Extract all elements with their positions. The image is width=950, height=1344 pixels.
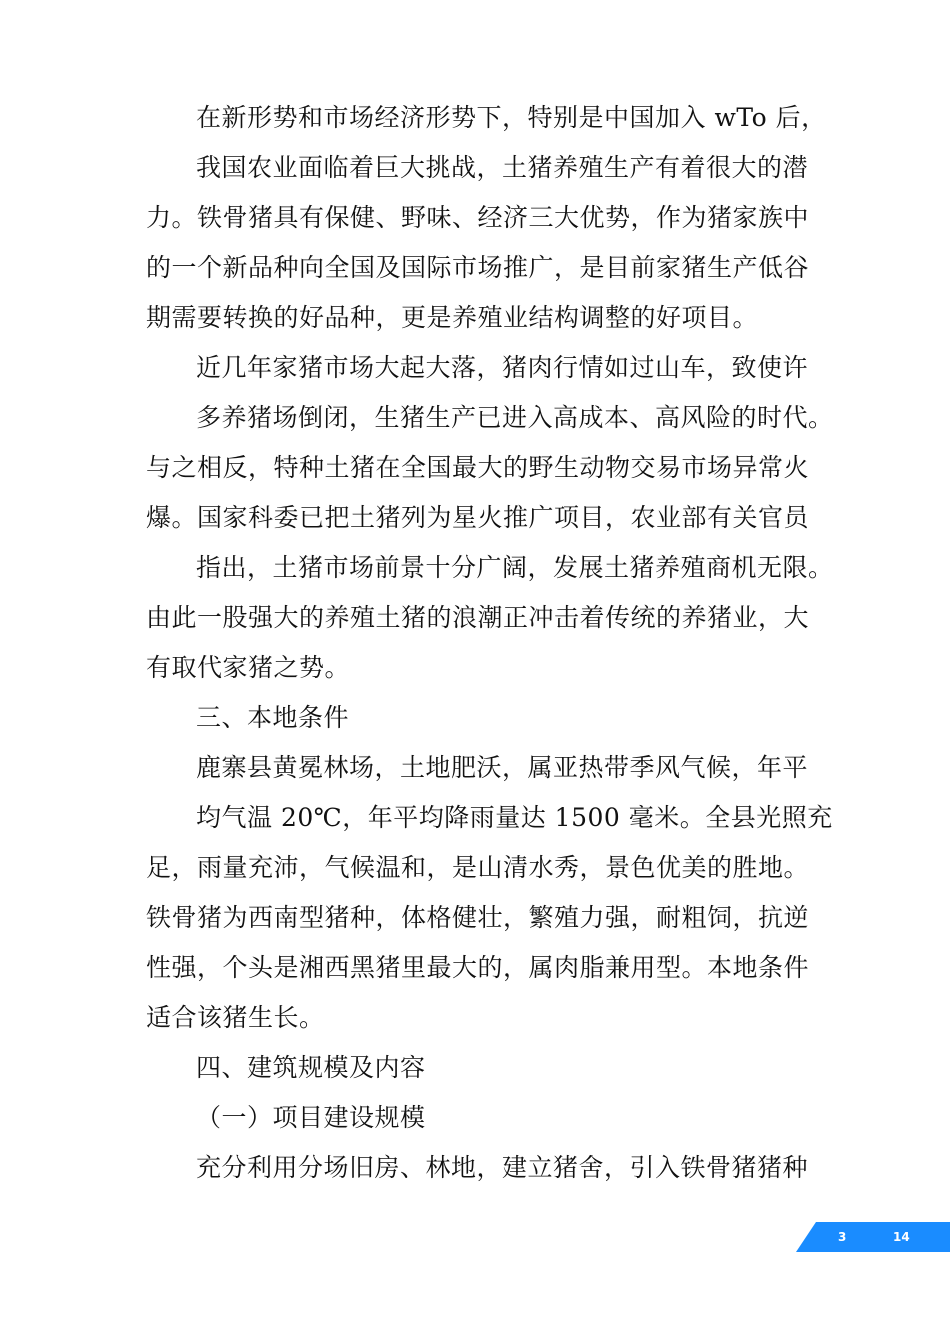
paragraph-line: 铁骨猪为西南型猪种，体格健壮，繁殖力强，耐粗饲，抗逆 xyxy=(146,903,810,932)
paragraph-line: 鹿寨县黄冕林场，土地肥沃，属亚热带季风气候，年平 xyxy=(196,753,809,782)
paragraph-line: 有取代家猪之势。 xyxy=(146,653,351,682)
paragraph-line: 性强，个头是湘西黑猪里最大的，属肉脂兼用型。本地条件 xyxy=(146,953,810,982)
section-heading: 三、本地条件 xyxy=(196,703,350,732)
current-page-number: 3 xyxy=(838,1230,847,1244)
paragraph-line: 期需要转换的好品种，更是养殖业结构调整的好项目。 xyxy=(146,303,759,332)
paragraph-line: 近几年家猪市场大起大落，猪肉行情如过山车，致使许 xyxy=(196,353,809,382)
paragraph-line: 足，雨量充沛，气候温和，是山清水秀，景色优美的胜地。 xyxy=(146,853,810,882)
paragraph-line: 在新形势和市场经济形势下，特别是中国加入 wTo 后， xyxy=(196,103,827,132)
paragraph-line: 力。铁骨猪具有保健、野味、经济三大优势，作为猪家族中 xyxy=(146,203,810,232)
page-footer-bar xyxy=(796,1222,950,1252)
paragraph-line: 多养猪场倒闭，生猪生产已进入高成本、高风险的时代。 xyxy=(196,403,834,432)
total-page-count: 14 xyxy=(893,1230,910,1244)
paragraph-line: 均气温 20℃，年平均降雨量达 1500 毫米。全县光照充 xyxy=(196,803,833,832)
paragraph-line: 指出，土猪市场前景十分广阔，发展土猪养殖商机无限。 xyxy=(196,553,834,582)
paragraph-line: 的一个新品种向全国及国际市场推广，是目前家猪生产低谷 xyxy=(146,253,810,282)
subsection-heading: （一）项目建设规模 xyxy=(196,1103,426,1132)
paragraph-line: 与之相反，特种土猪在全国最大的野生动物交易市场异常火 xyxy=(146,453,810,482)
paragraph-line: 充分利用分场旧房、林地，建立猪舍，引入铁骨猪猪种 xyxy=(196,1153,809,1182)
paragraph-line: 由此一股强大的养殖土猪的浪潮正冲击着传统的养猪业，大 xyxy=(146,603,810,632)
paragraph-line: 适合该猪生长。 xyxy=(146,1003,325,1032)
paragraph-line: 我国农业面临着巨大挑战，土猪养殖生产有着很大的潜 xyxy=(196,153,809,182)
section-heading: 四、建筑规模及内容 xyxy=(196,1053,426,1082)
paragraph-line: 爆。国家科委已把土猪列为星火推广项目，农业部有关官员 xyxy=(146,503,810,532)
